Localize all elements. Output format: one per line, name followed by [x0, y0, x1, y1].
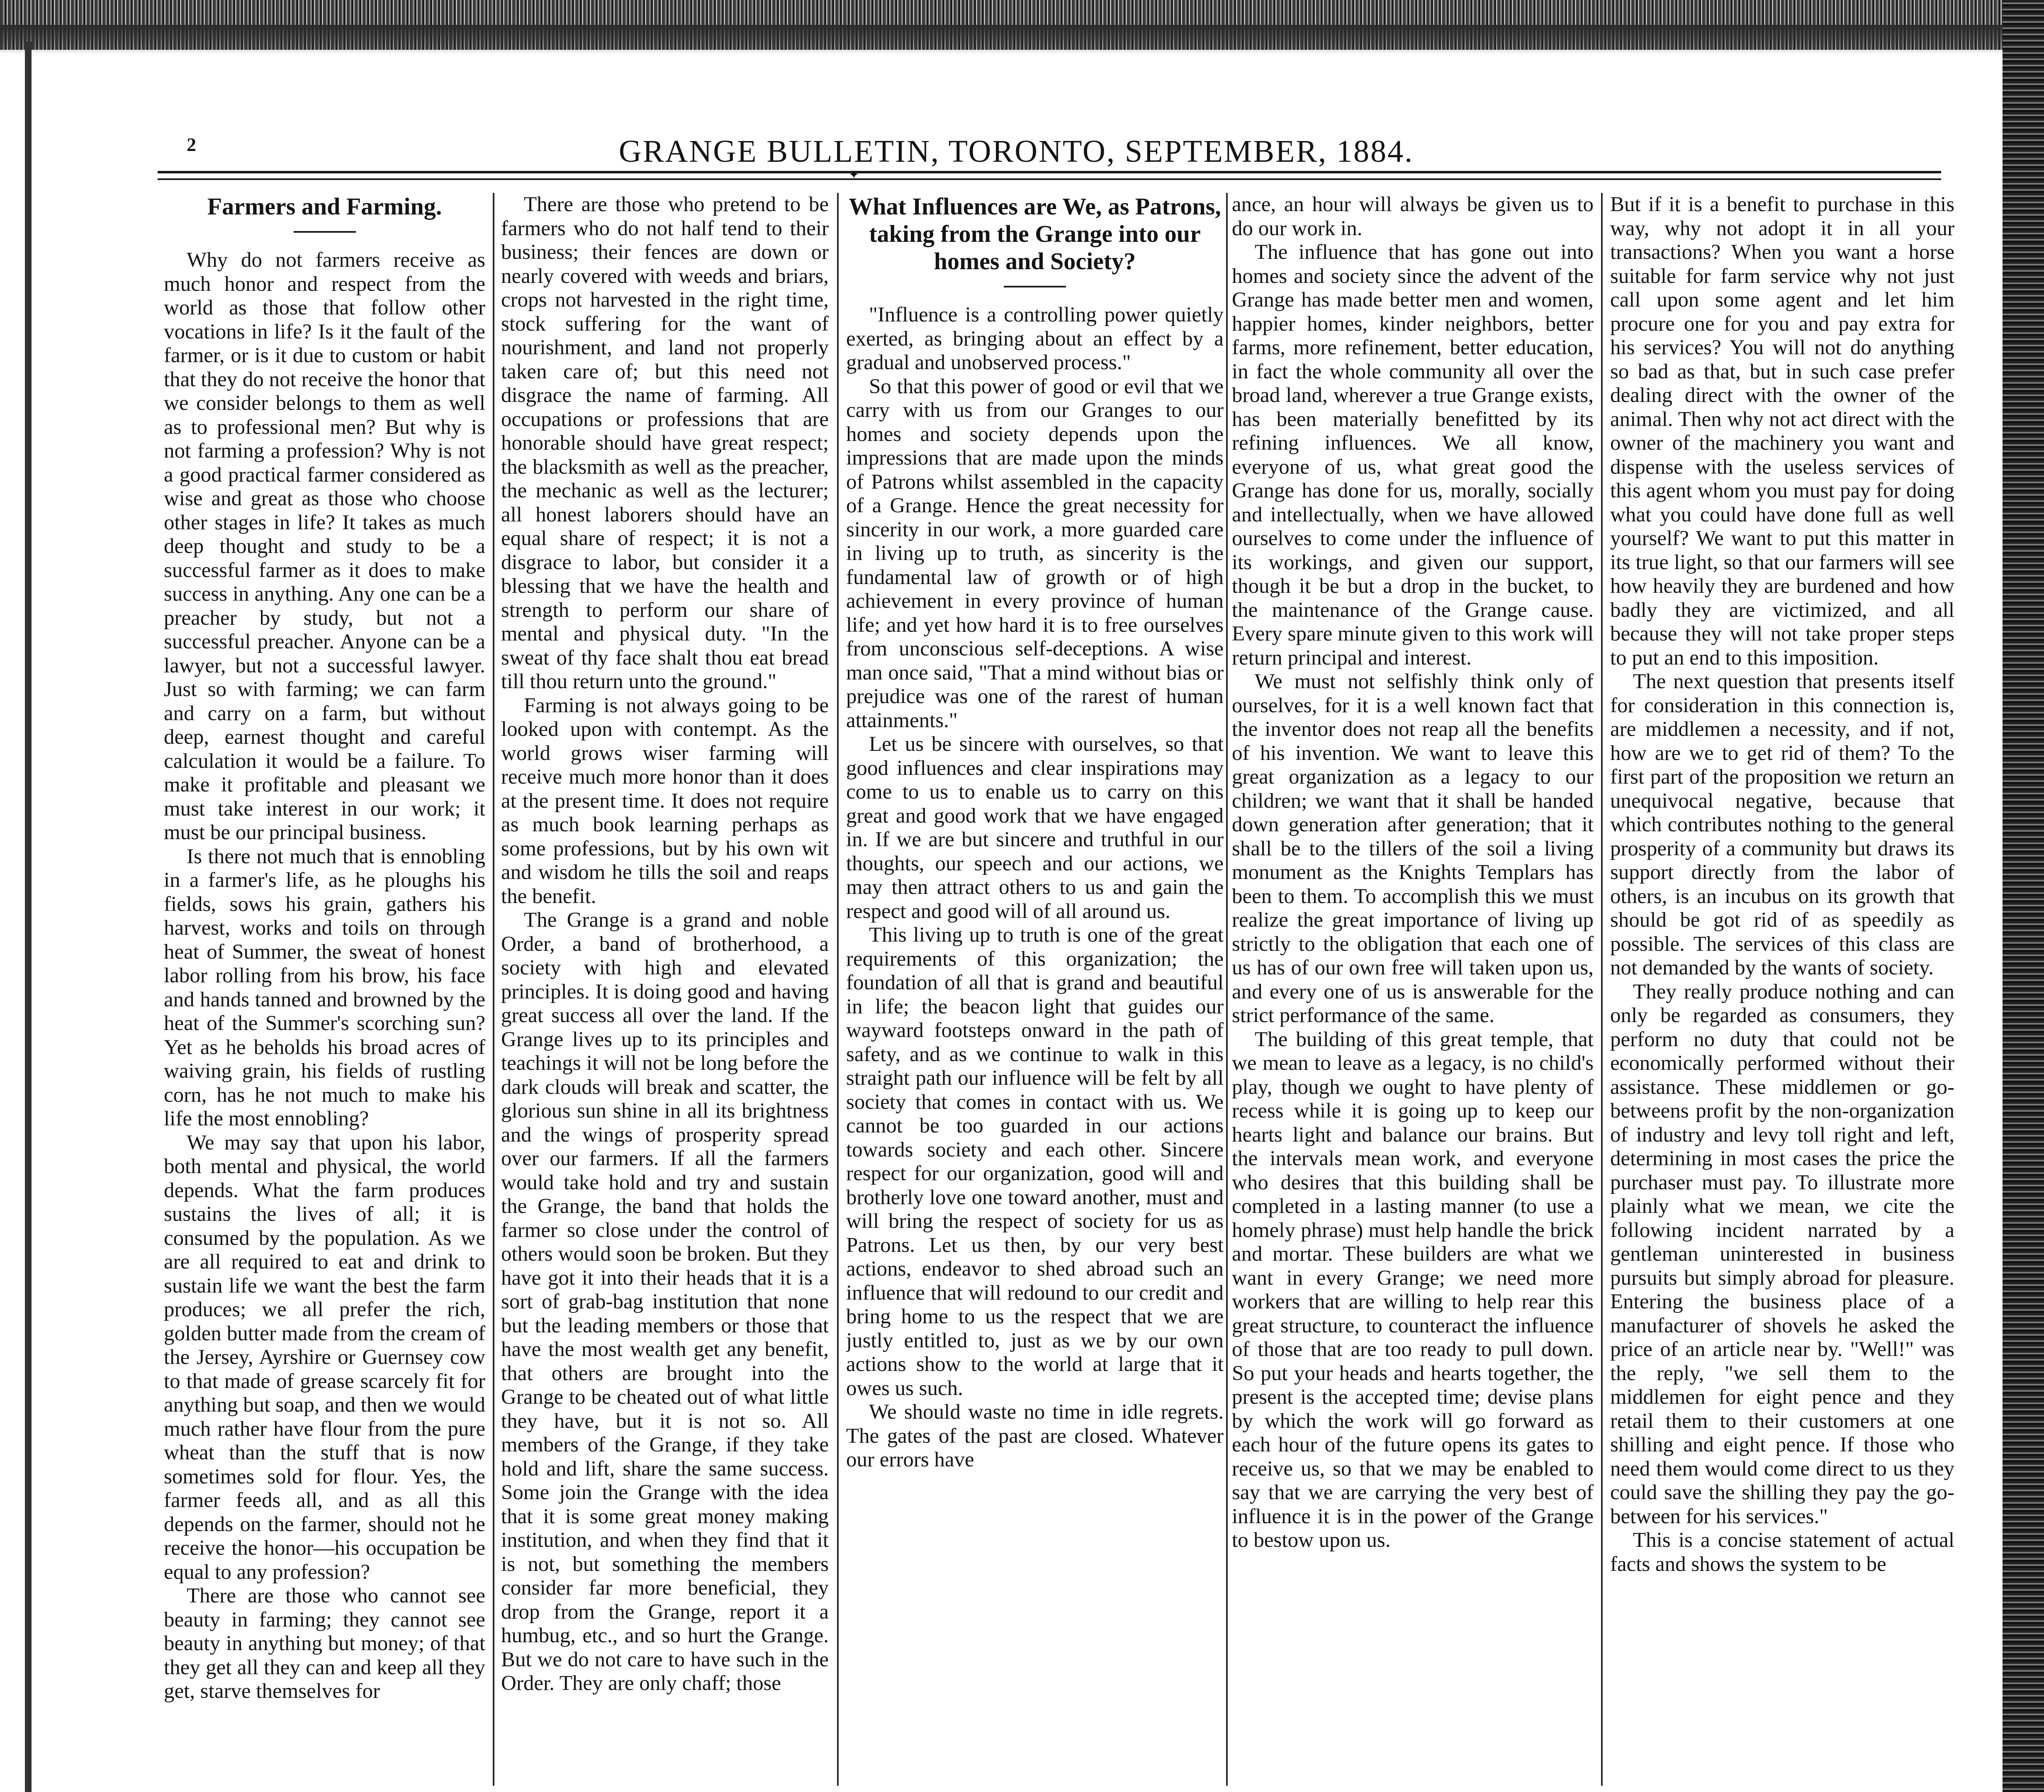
column-4 — [1232, 193, 1594, 1790]
paragraph: The next question that presents itself for consideration in this connection is, are middlemen a necessity, and if not, how are we to get rid of them? To the first part of the proposition we return an unequivocal negative, because that which contributes nothing to the general prosperity of a community but draws its support directly from the labor of others, is an incubus on its growth that should be got rid of as speedily as possible. The services of this class are not demanded by the wants of society. — [1610, 670, 1954, 979]
column-divider — [493, 193, 494, 1786]
paragraph: There are those who cannot see beauty in farming; they cannot see beauty in anything but money; of that they get all they can and keep all they get, starve themselves for — [164, 1584, 485, 1703]
masthead: GRANGE BULLETIN, TORONTO, SEPTEMBER, 1884. — [618, 134, 1414, 169]
scan-shadow-top — [0, 25, 2044, 54]
paragraph: This living up to truth is one of the great requirements of this organization; the foundation of all that is grand and beautiful in life; the beacon light that guides our wayward footsteps onward in the path of safety, and as we continue to walk in this straight path our influence will be felt by all society that comes in contact with us. We cannot be too guarded in our actions towards society and each other. Sincere respect for our organization, good will and brotherly love one toward another, must and will bring the respect of society for us as Patrons. Let us then, by our very best actions, endeavor to shed abroad such an influence that will redound to our credit and bring home to us the respect that we are justly entitled to, just as we by our own actions show to the world at large that it owes us such. — [846, 923, 1224, 1400]
title-rule — [294, 231, 356, 233]
column-1 — [164, 193, 485, 1790]
paragraph: Is there not much that is ennobling in a farmer's life, as he ploughs his fields, sows his grain, gathers his harvest, works and toils on through heat of Summer, the sweat of honest labor rolling from his brow, his face and hands tanned and browned by the heat of the Summer's scorching sun? Yet as he beholds his broad acres of waiving grain, his fields of rustling corn, has he not much to make his life the most ennobling? — [164, 845, 485, 1130]
header-rule-ornament: ✦ — [849, 168, 859, 182]
column-divider — [837, 193, 839, 1786]
column-2 — [501, 193, 829, 1790]
paragraph: This is a concise statement of actual facts and shows the system to be — [1610, 1529, 1954, 1576]
paragraph: They really produce nothing and can only be regarded as consumers, they perform no duty that could not be economically performed without their assistance. These middlemen or go-betweens profit by the non-organization of industry and levy toll right and left, determining in most cases the price the purchaser must pay. To illustrate more plainly what we mean, we cite the following incident narrated by a gentleman uninterested in business pursuits but simply abroad for pleasure. Entering the business place of a manufacturer of shovels he asked the price of an article near by. "Well!" was the reply, "we sell them to the middlemen for eight pence and they retail them to their customers at one shilling and eight pence. If those who need them would come direct to us they could save the shilling they pay the go-between for his services." — [1610, 980, 1954, 1528]
paragraph: The influence that has gone out into homes and society since the advent of the Grange has made better men and women, happier homes, kinder neighbors, better farms, more refinement, better education, in fact the whole community all over the broad land, wherever a true Grange exists, has been materially benefitted by its refining influences. We all know, everyone of us, what great good the Grange has done for us, morally, socially and intellectually, when we have allowed ourselves to come under the influence of its workings, and given our support, though it be but a drop in the bucket, to the maintenance of the Grange cause. Every spare minute given to this work will return principal and interest. — [1232, 241, 1594, 670]
column-3 — [846, 193, 1224, 1790]
paragraph: ance, an hour will always be given us to do our work in. — [1232, 193, 1594, 240]
paragraph: The Grange is a grand and noble Order, a band of brotherhood, a society with high and elevated principles. It is doing good and having great success all over the land. If the Grange lives up to its principles and teachings it will not be long before the dark clouds will break and scatter, the glorious sun shine in all its brightness and the wings of prosperity spread over our farmers. If all the farmers would take hold and try and sustain the Grange, the band that holds the farmer so close under the control of others would soon be broken. But they have got it into their heads that it is a sort of grab-bag institution that none but the leading members or those that have the most wealth get any benefit, that others are brought into the Grange to be cheated out of what little they have, but it is not so. All members of the Grange, if they take hold and lift, share the same success. Some join the Grange with the idea that it is some great money making institution, and when they find that it is not, but something the members consider far more beneficial, they drop from the Grange, report it a humbug, etc., and so hurt the Grange. But we do not care to have such in the Order. They are only chaff; those — [501, 908, 829, 1695]
paragraph: There are those who pretend to be farmers who do not half tend to their business; their fences are down or nearly covered with weeds and briars, crops not harvested in the right time, stock suffering for the want of nourishment, and land not properly taken care of; but this need not disgrace the name of farming. All occupations or professions that are honorable should have great respect; the blacksmith as well as the preacher, the mechanic as well as the lecturer; all honest laborers should have an equal share of respect; it is not a disgrace to labor, but consider it a blessing that we have the health and strength to perform our share of mental and physical duty. "In the sweat of thy face shalt thou eat bread till thou return unto the ground." — [501, 193, 829, 693]
scan-border-left — [25, 41, 32, 1792]
paragraph: Why do not farmers receive as much honor and respect from the world as those that follow other vocations in life? Is it the fault of the farmer, or is it due to custom or habit that they do not receive the honor that we consider belongs to them as well as to professional men? But why is not farming a profession? Why is not a good practical farmer considered as wise and great as those who choose other stages in life? It takes as much deep thought and study to be a successful farmer as it does to make success in anything. Any one can be a preacher by study, but not a successful preacher. Anyone can be a lawyer, but not a successful lawyer. Just so with farming; we can farm and carry on a farm, but without deep, earnest thought and careful calculation it would be a failure. To make it profitable and pleasant we must take interest in our work; it must be our principal business. — [164, 248, 485, 844]
paragraph: We may say that upon his labor, both mental and physical, the world depends. What the farm produces sustains the lives of all; it is consumed by the population. As we are all required to eat and drink to sustain life we want the best the farm produces; we all prefer the rich, golden butter made from the cream of the Jersey, Ayrshire or Guernsey cow to that made of grease scarcely fit for anything but soap, and then we would much rather have flour from the pure wheat than the stuff that is now sometimes sold for flour. Yes, the farmer feeds all, and as all this depends on the farmer, should not he receive the honor—his occupation be equal to any profession? — [164, 1131, 485, 1584]
paragraph: Farming is not always going to be looked upon with contempt. As the world grows wiser farming will receive much more honor than it does at the present time. It does not require as much book learning perhaps as some professions, but by his own wit and wisdom he tills the soil and reaps the benefit. — [501, 694, 829, 908]
column-divider — [1226, 193, 1228, 1786]
column-5 — [1610, 193, 1954, 1790]
paragraph: The building of this great temple, that we mean to leave as a legacy, is no child's play, though we ought to have plenty of recess while it is going up to keep our hearts light and balance our brains. But the intervals mean work, and everyone who desires that this building shall be completed in a lasting manner (to use a homely phrase) must help handle the brick and mortar. These builders are what we want in every Grange; we need more workers that are willing to help rear this great structure, to counteract the influence of those that are too ready to pull down. So put your heads and hearts together, the present is the accepted time; devise plans by which the work will go forward as each hour of the future opens its gates to receive us, so that we may be enabled to say that we are carrying the very best of influence it is in the power of the Grange to bestow upon us. — [1232, 1027, 1594, 1552]
article-title: Farmers and Farming. — [207, 193, 442, 220]
title-rule — [1004, 286, 1066, 287]
paragraph: "Influence is a controlling power quietly exerted, as bringing about an effect by a gradual and unobserved process." — [846, 303, 1224, 374]
header-rule-bottom — [158, 178, 1941, 180]
paragraph: We must not selfishly think only of ourselves, for it is a well known fact that the inventor does not reap all the benefits of his invention. We want to leave this great organization as a legacy to our children; we want that it shall be handed down generation after generation; that it shall be to the tillers of the soil a living monument as the Knights Templars has been to them. To accomplish this we must realize the great importance of living up strictly to the obligation that each one of us has of our own free will taken upon us, and every one of us is answerable for the strict performance of the same. — [1232, 670, 1594, 1027]
header-rule-top — [158, 171, 1941, 173]
scan-border-right — [2003, 0, 2044, 1792]
page-number: 2 — [187, 134, 196, 155]
column-divider — [1601, 193, 1603, 1786]
paragraph: So that this power of good or evil that we carry with us from our Granges to our homes and society depends upon the impressions that are made upon the minds of Patrons whilst assembled in the capacity of a Grange. Hence the great necessity for sincerity in our work, a more guarded care in living up to truth, as sincerity is the fundamental law of growth or of high achievement in every province of human life; and yet how hard it is to free ourselves from unconscious self-deceptions. A wise man once said, "That a mind without bias or prejudice was one of the rarest of human attainments." — [846, 375, 1224, 732]
paragraph: Let us be sincere with ourselves, so that good influences and clear inspirations may come to us to enable us to carry on this great and good work that we have engaged in. If we are but sincere and truthful in our thoughts, our speech and our actions, we may then attract others to us and gain the respect and good will of all around us. — [846, 733, 1224, 923]
article-title: What Influences are We, as Patrons, taking from the Grange into our homes and Society? — [849, 193, 1221, 275]
paragraph: We should waste no time in idle regrets. The gates of the past are closed. Whatever our errors have — [846, 1400, 1224, 1471]
paragraph: But if it is a benefit to purchase in this way, why not adopt it in all your transactions? When you want a horse suitable for farm service why not just call upon some agent and let him procure one for you and pay extra for his services? You will not do anything so bad as that, but in such case prefer dealing direct with the owner of the animal. Then why not act direct with the owner of the machinery you want and dispense with the useless services of this agent whom you must pay for doing what you could have done full as well yourself? We want to put this matter in its true light, so that our farmers will see how heavily they are burdened and how badly they are victimized, and all because they will not take proper steps to put an end to this imposition. — [1610, 193, 1954, 670]
